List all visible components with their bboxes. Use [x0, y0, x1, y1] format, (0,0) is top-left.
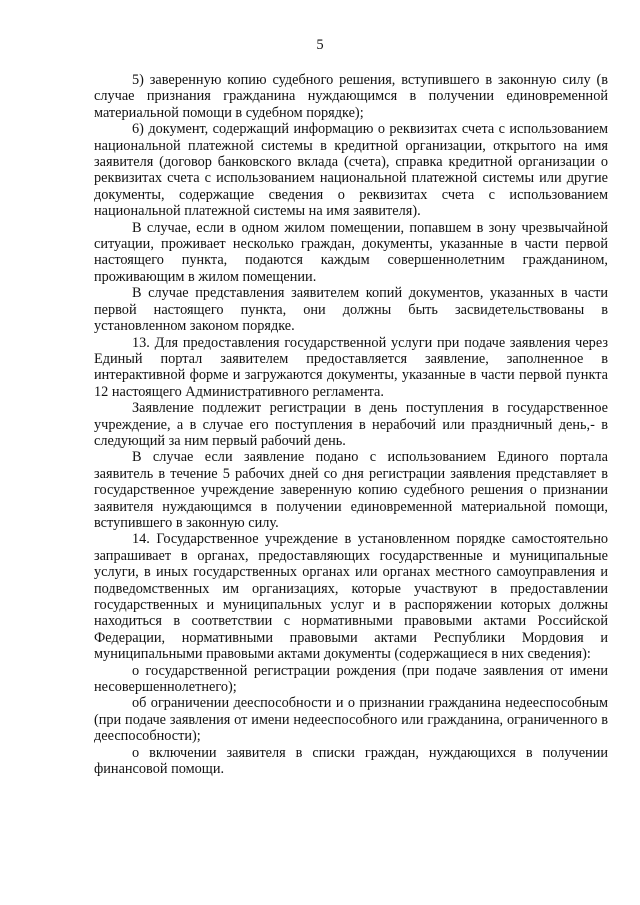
- paragraph-item-5: 5) заверенную копию судебного решения, вступившего в законную силу (в случае признания гражданина нуждающимся в получении единовременной материальной помощи в судебном порядке);: [94, 72, 608, 121]
- paragraph-copies-certification: В случае представления заявителем копий документов, указанных в части первой настоящего пункта, они должны быть засвидетельствованы в установленном законом порядке.: [94, 285, 608, 335]
- page-number: 5: [316, 37, 324, 53]
- paragraph-court-decision: В случае если заявление подано с использованием Единого портала заявитель в течение 5 рабочих дней со дня регистрации заявления представляет в государственное учреждение заверенную копию судебного решения о признании заявителя нуждающимся в получении единовременной материальной помощи, вступившего в законную силу.: [94, 449, 608, 531]
- paragraph-financial-aid-list: о включении заявителя в списки граждан, нуждающихся в получении финансовой помощи.: [94, 744, 608, 778]
- paragraph-registration: Заявление подлежит регистрации в день поступления в государственное учреждение, а в случае его поступления в нерабочий или праздничный день,- в следующий за ним первый рабочий день.: [94, 400, 608, 449]
- paragraph-capacity-limitation: об ограничении дееспособности и о признании гражданина недееспособным (при подаче заявления от имени недееспособного или гражданина, ограниченного в дееспособности);: [94, 695, 608, 745]
- paragraph-item-6: 6) документ, содержащий информацию о реквизитах счета с использованием национальной платежной системы в кредитной организации, открытого на имя заявителя (договор банковского вклада (счета), справка кредитной организации о реквизитах счета с использованием национальной платежной системы или другие документы, содержащие сведения о реквизитах счета с использованием национальной платежной системы на имя заявителя).: [94, 121, 608, 220]
- paragraph-14-requests: 14. Государственное учреждение в установленном порядке самостоятельно запрашивает в органах, предоставляющих государственные и муниципальные услуги, в иных государственных органах или органах местного самоуправления и подведомственных им организациях, которые участвуют в предоставлении государственных и муниципальных услуг и в распоряжении которых должны находиться в соответствии с нормативными правовыми актами Российской Федерации, нормативными правовыми актами Республики Мордовия и муниципальными правовыми актами документы (содержащиеся в них сведения):: [94, 531, 608, 663]
- paragraph-13-portal: 13. Для предоставления государственной услуги при подаче заявления через Единый портал заявителем предоставляется заявление, заполненное в интерактивной форме и загружаются документы, указанные в части первой пункта 12 настоящего Административного регламента.: [94, 334, 608, 400]
- paragraph-birth-registration: о государственной регистрации рождения (при подаче заявления от имени несовершеннолетнего);: [94, 662, 608, 696]
- document-body: [94, 72, 608, 777]
- paragraph-multiple-residents: В случае, если в одном жилом помещении, попавшем в зону чрезвычайной ситуации, проживает несколько граждан, документы, указанные в части первой настоящего пункта, подаются каждым совершеннолетним гражданином, проживающим в жилом помещении.: [94, 219, 608, 285]
